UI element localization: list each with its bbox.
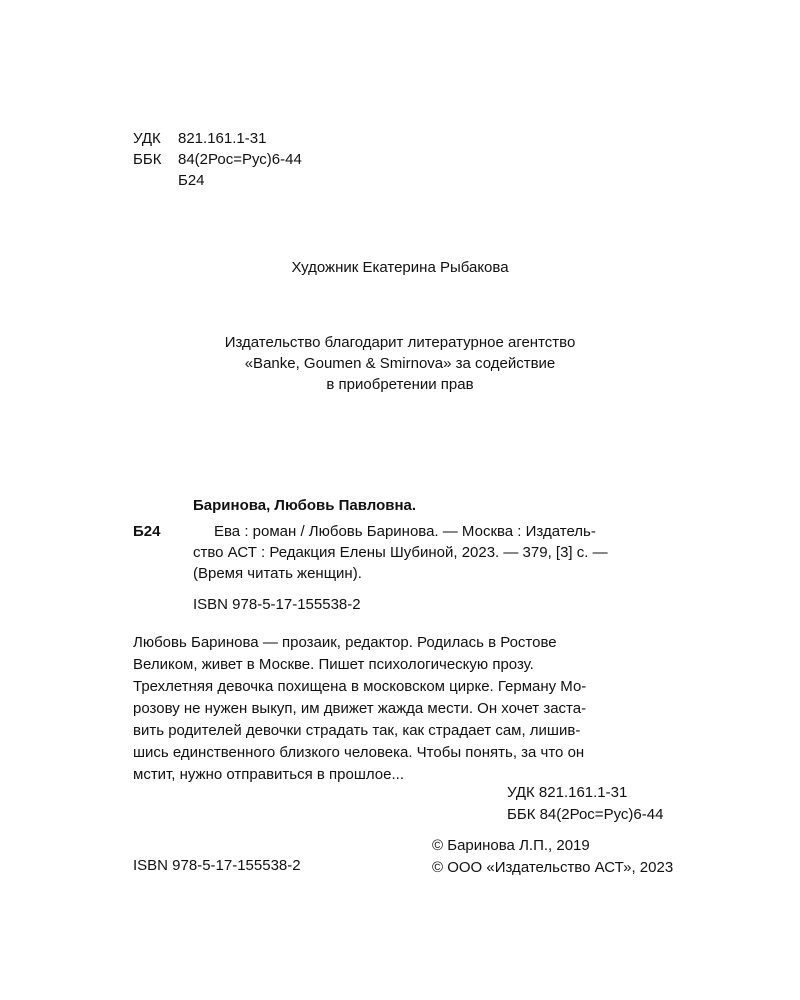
footer-codes <box>507 782 663 826</box>
copyright-author: © Баринова Л.П., 2019 <box>432 837 590 854</box>
footer-udk: УДК 821.161.1-31 <box>507 784 628 801</box>
publisher-thanks <box>0 332 800 395</box>
thanks-line: в приобретении прав <box>326 376 474 393</box>
description-line: ство АСТ : Редакция Елены Шубиной, 2023. — 379, [3] с. — <box>193 544 608 561</box>
catalog-author: Баринова, Любовь Павловна. <box>193 497 417 514</box>
bbk-value: 84(2Рос=Рус)6-44 <box>178 151 302 168</box>
author-sign-row <box>133 170 302 191</box>
description-line: Ева : роман / Любовь Баринова. — Москва : Издатель- <box>214 523 596 540</box>
bbk-row <box>133 149 302 170</box>
copyright-publisher: © ООО «Издательство АСТ», 2023 <box>432 859 674 876</box>
copyright-block <box>432 835 673 879</box>
udk-value: 821.161.1-31 <box>178 130 267 147</box>
annotation-line: мстит, нужно отправиться в прошлое... <box>133 766 404 783</box>
catalog-description <box>193 521 678 584</box>
artist-credit: Художник Екатерина Рыбакова <box>291 259 509 276</box>
author-sign: Б24 <box>178 172 205 189</box>
annotation-line: шись единственного близкого человека. Чтобы понять, за что он <box>133 744 585 761</box>
catalog-isbn: ISBN 978-5-17-155538-2 <box>193 596 361 613</box>
thanks-line: «Banke, Goumen & Smirnova» за содействие <box>244 355 556 372</box>
udk-label: УДК <box>133 130 161 147</box>
annotation-line: вить родителей девочки страдать так, как страдает сам, лишив- <box>133 722 581 739</box>
annotation-line: Трехлетняя девочка похищена в московском цирке. Герману Мо- <box>133 678 587 695</box>
annotation-line: Великом, живет в Москве. Пишет психологическую прозу. <box>133 656 534 673</box>
annotation-line: розову не нужен выкуп, им движет жажда мести. Он хочет заста- <box>133 700 587 717</box>
classification-codes <box>133 128 302 191</box>
description-line: (Время читать женщин). <box>193 565 362 582</box>
bbk-label: ББК <box>133 151 162 168</box>
catalog-sign: Б24 <box>133 523 161 540</box>
udk-row <box>133 128 302 149</box>
annotation <box>133 632 586 786</box>
annotation-line: Любовь Баринова — прозаик, редактор. Родилась в Ростове <box>133 634 557 651</box>
thanks-line: Издательство благодарит литературное агентство <box>224 334 576 351</box>
footer-isbn: ISBN 978-5-17-155538-2 <box>133 857 301 874</box>
footer-bbk: ББК 84(2Рос=Рус)6-44 <box>507 806 664 823</box>
